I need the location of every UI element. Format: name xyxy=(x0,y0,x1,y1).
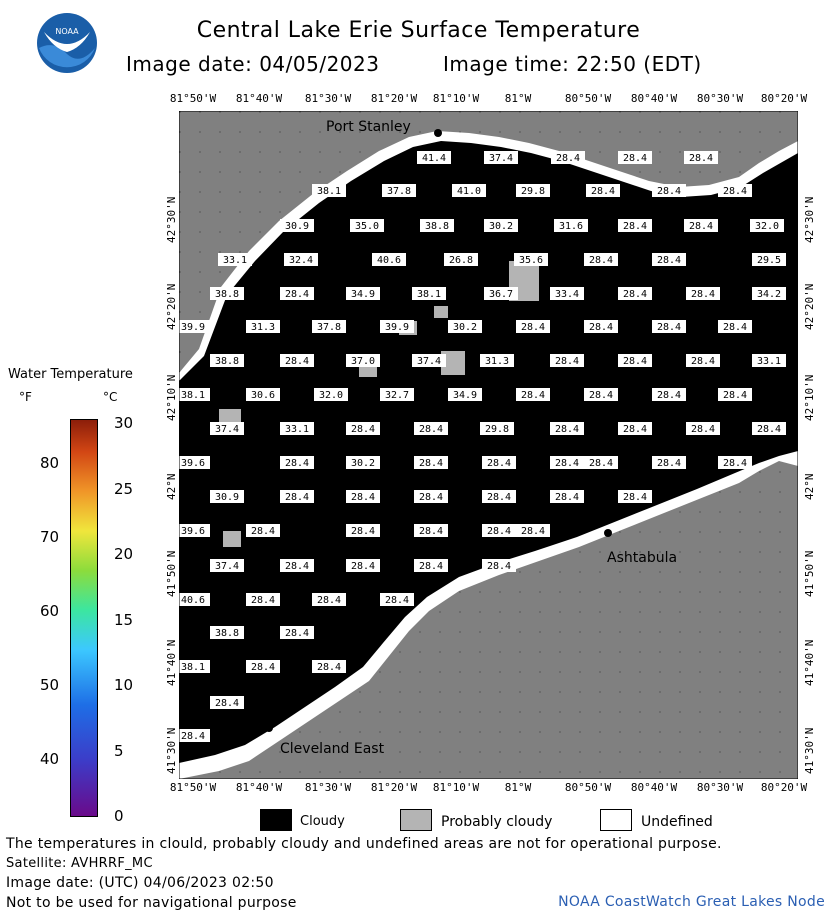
temperature-label: 28.4 xyxy=(350,492,376,503)
temperature-label: 31.3 xyxy=(484,356,510,367)
temperature-label: 40.6 xyxy=(180,595,206,606)
x-tick-label: 81°50'W xyxy=(169,92,217,105)
temperature-label: 39.6 xyxy=(180,458,206,469)
temperature-label: 41.4 xyxy=(421,153,447,164)
temperature-label: 28.4 xyxy=(554,492,580,503)
temperature-label: 28.4 xyxy=(418,424,444,435)
temperature-label: 28.4 xyxy=(284,356,310,367)
temperature-label: 28.4 xyxy=(688,221,714,232)
temperature-label: 28.4 xyxy=(622,153,648,164)
temperature-label: 41.0 xyxy=(456,186,482,197)
temperature-label: 32.7 xyxy=(384,390,410,401)
temperature-label: 28.4 xyxy=(418,458,444,469)
temperature-label: 30.2 xyxy=(452,322,478,333)
y-tick-label: 42°30'N xyxy=(803,196,816,243)
footer-satellite: Satellite: AVHRRF_MC xyxy=(6,856,153,871)
temperature-label: 28.4 xyxy=(486,526,512,537)
temperature-label: 28.4 xyxy=(486,492,512,503)
temperature-label: 38.8 xyxy=(214,289,240,300)
temperature-label: 33.4 xyxy=(554,289,580,300)
colorbar-c-tick: 15 xyxy=(114,610,134,629)
x-tick-label: 81°40'W xyxy=(235,92,283,105)
x-tick-label: 80°50'W xyxy=(564,781,612,794)
temperature-label: 28.4 xyxy=(284,289,310,300)
temperature-label: 28.4 xyxy=(350,424,376,435)
temperature-label: 28.4 xyxy=(622,221,648,232)
temperature-label: 28.4 xyxy=(284,628,310,639)
temperature-label: 28.4 xyxy=(284,458,310,469)
colorbar-f-tick: 70 xyxy=(40,528,60,546)
temperature-label: 37.4 xyxy=(214,561,240,572)
temperature-label: 28.4 xyxy=(180,731,206,742)
temperature-label: 28.4 xyxy=(722,458,748,469)
footer-nav-warning: Not to be used for navigational purpose xyxy=(6,895,297,911)
colorbar-f-tick: 50 xyxy=(40,676,60,694)
footer-utc-date: Image date: (UTC) 04/06/2023 02:50 xyxy=(6,875,274,891)
temperature-label: 28.4 xyxy=(520,390,546,401)
y-tick-label: 42°30'N xyxy=(165,196,178,243)
temperature-label: 37.0 xyxy=(350,356,376,367)
temperature-label: 28.4 xyxy=(316,662,342,673)
temperature-label: 28.4 xyxy=(554,424,580,435)
x-tick-label: 80°30'W xyxy=(696,781,744,794)
y-tick-label: 41°40'N xyxy=(803,639,816,686)
colorbar-f-tick: 60 xyxy=(40,602,60,620)
temperature-label: 31.6 xyxy=(558,221,584,232)
temperature-label: 33.1 xyxy=(756,356,782,367)
temperature-label: 38.8 xyxy=(424,221,450,232)
x-tick-label: 81°30'W xyxy=(304,92,352,105)
temperature-label: 29.8 xyxy=(520,186,546,197)
x-tick-label: 81°50'W xyxy=(169,781,217,794)
temperature-label: 28.4 xyxy=(622,424,648,435)
x-tick-label: 81°10'W xyxy=(432,781,480,794)
temperature-label: 30.2 xyxy=(488,221,514,232)
temperature-label: 39.9 xyxy=(384,322,410,333)
temperature-label: 39.9 xyxy=(180,322,206,333)
x-tick-label: 81°W xyxy=(504,92,532,105)
temperature-label: 28.4 xyxy=(418,492,444,503)
place-label: Port Stanley xyxy=(326,119,411,135)
colorbar-c-tick: 25 xyxy=(114,479,134,498)
temperature-label: 28.4 xyxy=(418,526,444,537)
y-tick-label: 41°40'N xyxy=(165,639,178,686)
temperature-label: 40.6 xyxy=(376,255,402,266)
temperature-label: 28.4 xyxy=(690,356,716,367)
temperature-label: 28.4 xyxy=(590,186,616,197)
temperature-label: 37.4 xyxy=(488,153,514,164)
temperature-label: 32.0 xyxy=(754,221,780,232)
temperature-label: 30.9 xyxy=(284,221,310,232)
temperature-label: 28.4 xyxy=(588,458,614,469)
temperature-label: 38.1 xyxy=(316,186,342,197)
temperature-label: 28.4 xyxy=(350,526,376,537)
temperature-label: 28.4 xyxy=(520,322,546,333)
temperature-label: 28.4 xyxy=(384,595,410,606)
x-tick-label: 80°40'W xyxy=(630,781,678,794)
cleveland-east-marker xyxy=(265,724,273,732)
colorbar-unit-c: °C xyxy=(103,390,118,404)
temperature-label: 37.8 xyxy=(316,322,342,333)
temperature-label: 28.4 xyxy=(656,322,682,333)
temperature-label: 35.0 xyxy=(354,221,380,232)
temperature-label: 28.4 xyxy=(284,561,310,572)
colorbar-c-tick: 10 xyxy=(114,676,134,694)
temperature-label: 28.4 xyxy=(622,492,648,503)
temperature-label: 28.4 xyxy=(250,526,276,537)
colorbar xyxy=(70,419,98,817)
temperature-label: 33.1 xyxy=(222,255,248,266)
footer-credit: NOAA CoastWatch Great Lakes Node xyxy=(558,894,825,910)
legend-cloudy-swatch xyxy=(260,809,292,831)
temperature-label: 28.4 xyxy=(486,458,512,469)
temperature-label: 37.4 xyxy=(416,356,442,367)
x-tick-label: 81°W xyxy=(504,781,532,794)
temperature-label: 26.8 xyxy=(448,255,474,266)
colorbar-c-tick: 20 xyxy=(114,545,134,563)
temperature-label: 28.4 xyxy=(554,356,580,367)
colorbar-f-tick: 80 xyxy=(40,454,60,472)
temperature-label: 34.9 xyxy=(350,289,376,300)
temperature-label: 28.4 xyxy=(554,458,580,469)
temperature-label: 28.4 xyxy=(722,390,748,401)
x-tick-label: 80°50'W xyxy=(564,92,612,105)
temperature-label: 32.4 xyxy=(288,255,314,266)
temperature-label: 29.5 xyxy=(756,255,782,266)
logo-text: NOAA xyxy=(55,27,79,36)
temperature-label: 28.4 xyxy=(250,595,276,606)
legend-probably-cloudy-label: Probably cloudy xyxy=(441,814,553,830)
image-date: Image date: 04/05/2023 xyxy=(126,52,380,76)
temperature-label: 30.6 xyxy=(250,390,276,401)
temperature-label: 28.4 xyxy=(656,390,682,401)
temperature-label: 28.4 xyxy=(690,424,716,435)
temperature-label: 28.4 xyxy=(555,153,581,164)
temperature-label: 28.4 xyxy=(350,561,376,572)
temperature-label: 28.4 xyxy=(588,390,614,401)
temperature-label: 28.4 xyxy=(722,322,748,333)
temperature-label: 33.1 xyxy=(284,424,310,435)
temperature-label: 28.4 xyxy=(722,186,748,197)
temperature-label: 35.6 xyxy=(518,255,544,266)
colorbar-c-tick: 30 xyxy=(114,414,134,432)
x-tick-label: 81°30'W xyxy=(304,781,352,794)
legend-cloudy-label: Cloudy xyxy=(300,814,345,829)
temperature-label: 28.4 xyxy=(756,424,782,435)
temperature-label: 38.8 xyxy=(214,628,240,639)
temperature-label: 37.8 xyxy=(386,186,412,197)
temperature-label: 28.4 xyxy=(418,561,444,572)
temperature-label: 28.4 xyxy=(486,561,512,572)
temperature-label: 28.4 xyxy=(588,322,614,333)
colorbar-unit-f: °F xyxy=(19,390,32,404)
temperature-label: 28.4 xyxy=(214,698,240,709)
temperature-label: 29.8 xyxy=(484,424,510,435)
temperature-map xyxy=(179,111,798,779)
ashtabula-marker xyxy=(604,529,612,537)
place-label: Cleveland East xyxy=(280,741,385,757)
temperature-label: 38.1 xyxy=(180,662,206,673)
x-tick-label: 80°20'W xyxy=(760,92,808,105)
x-tick-label: 81°10'W xyxy=(432,92,480,105)
temperature-label: 28.4 xyxy=(520,526,546,537)
y-tick-label: 41°50'N xyxy=(803,550,816,597)
colorbar-f-tick: 40 xyxy=(40,750,60,768)
temperature-label: 34.9 xyxy=(452,390,478,401)
temperature-label: 28.4 xyxy=(688,153,714,164)
x-tick-label: 81°20'W xyxy=(370,781,418,794)
temperature-label: 38.8 xyxy=(214,356,240,367)
y-tick-label: 41°50'N xyxy=(165,550,178,597)
temperature-label: 28.4 xyxy=(690,289,716,300)
legend-undefined-label: Undefined xyxy=(641,814,713,830)
colorbar-title: Water Temperature xyxy=(8,367,133,382)
y-tick-label: 42°20'N xyxy=(803,283,816,330)
legend-probably-cloudy-swatch xyxy=(400,809,432,831)
x-tick-label: 80°30'W xyxy=(696,92,744,105)
temperature-label: 28.4 xyxy=(656,458,682,469)
temperature-label: 28.4 xyxy=(284,492,310,503)
temperature-label: 34.2 xyxy=(756,289,782,300)
x-tick-label: 81°20'W xyxy=(370,92,418,105)
temperature-label: 30.2 xyxy=(350,458,376,469)
colorbar-c-tick: 5 xyxy=(114,741,124,760)
y-tick-label: 41°30'N xyxy=(165,727,178,774)
port-stanley-marker xyxy=(434,129,442,137)
y-tick-label: 42°N xyxy=(803,473,816,500)
footer-note: The temperatures in clould, probably cloudy and undefined areas are not for operational purpose. xyxy=(6,836,722,852)
place-label: Ashtabula xyxy=(607,550,678,566)
y-tick-label: 42°10'N xyxy=(803,374,816,421)
image-time: Image time: 22:50 (EDT) xyxy=(443,52,702,76)
temperature-label: 28.4 xyxy=(316,595,342,606)
temperature-label: 31.3 xyxy=(250,322,276,333)
temperature-label: 28.4 xyxy=(250,662,276,673)
temperature-label: 39.6 xyxy=(180,526,206,537)
page-title: Central Lake Erie Surface Temperature xyxy=(196,18,641,43)
x-tick-label: 80°20'W xyxy=(760,781,808,794)
x-tick-label: 80°40'W xyxy=(630,92,678,105)
temperature-label: 28.4 xyxy=(622,289,648,300)
temperature-label: 37.4 xyxy=(214,424,240,435)
temperature-label: 28.4 xyxy=(622,356,648,367)
colorbar-c-tick: 0 xyxy=(114,807,124,825)
x-tick-label: 81°40'W xyxy=(235,781,283,794)
y-tick-label: 41°30'N xyxy=(803,727,816,774)
temperature-label: 38.1 xyxy=(180,390,206,401)
legend-undefined-swatch xyxy=(600,809,632,831)
temperature-label: 28.4 xyxy=(656,186,682,197)
y-tick-label: 42°N xyxy=(165,473,178,500)
temperature-label: 32.0 xyxy=(318,390,344,401)
temperature-label: 30.9 xyxy=(214,492,240,503)
y-tick-label: 42°10'N xyxy=(165,374,178,421)
temperature-label: 36.7 xyxy=(488,289,514,300)
temperature-label: 28.4 xyxy=(656,255,682,266)
temperature-label: 38.1 xyxy=(416,289,442,300)
y-tick-label: 42°20'N xyxy=(165,283,178,330)
temperature-label: 28.4 xyxy=(588,255,614,266)
